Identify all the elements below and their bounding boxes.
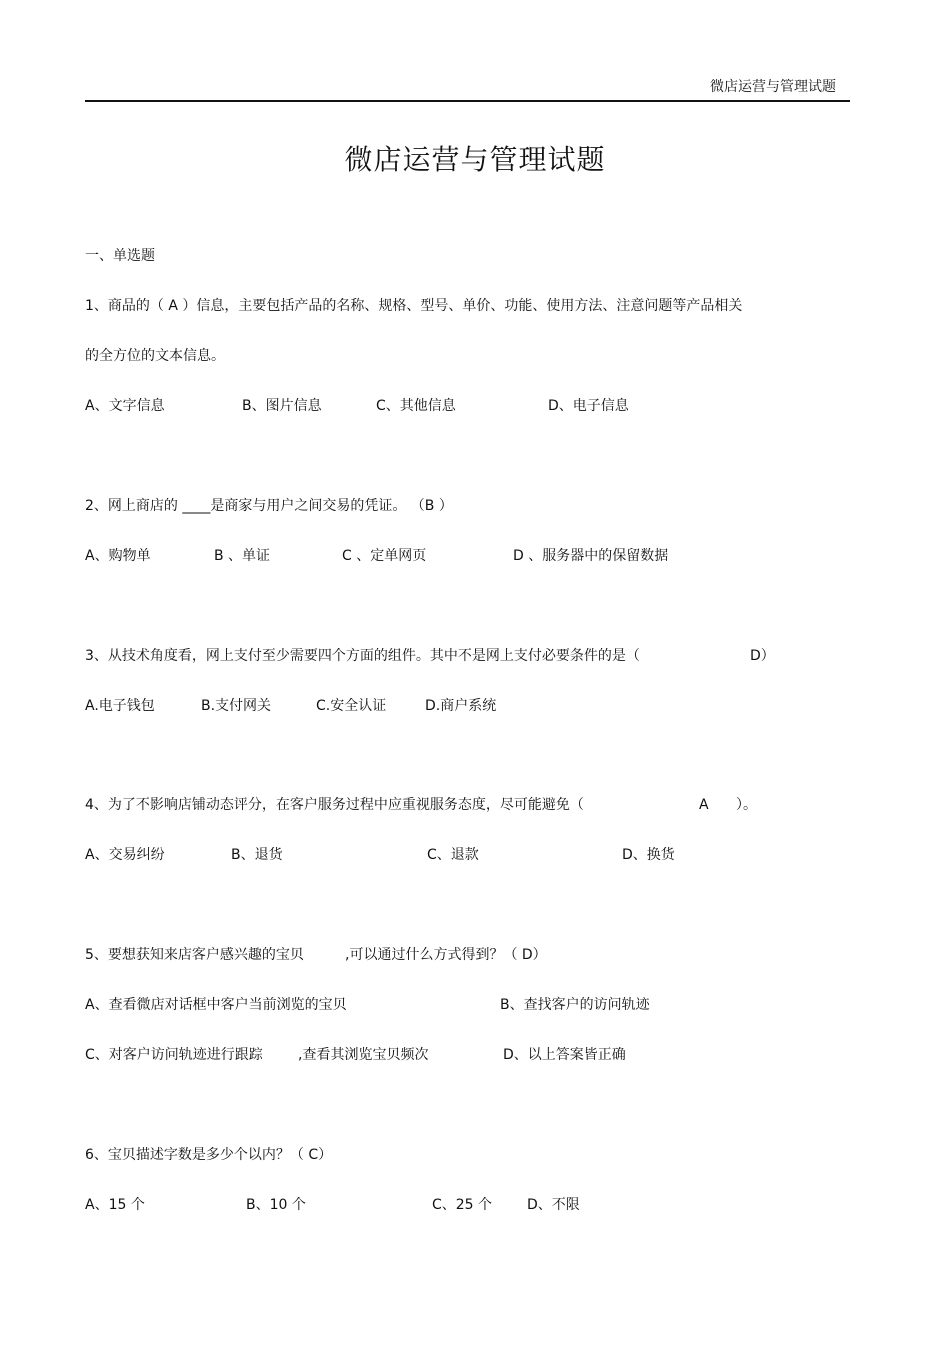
question-3-option-a: A.电子钱包 bbox=[85, 698, 155, 714]
question-1-option-a: A、文字信息 bbox=[85, 398, 165, 414]
question-4-option-a: A、交易纠纷 bbox=[85, 847, 165, 863]
header-divider bbox=[85, 100, 850, 102]
question-6-option-d: D、不限 bbox=[527, 1197, 580, 1213]
question-3-option-b: B.支付网关 bbox=[201, 698, 272, 714]
question-3-answer: D） bbox=[750, 648, 775, 664]
question-4-option-d: D、换货 bbox=[622, 847, 675, 863]
question-1-option-b: B、图片信息 bbox=[242, 398, 322, 414]
question-6-option-c: C、25 个 bbox=[432, 1197, 493, 1213]
question-5-line-1-cont: ,可以通过什么方式得到？（ D） bbox=[345, 947, 547, 963]
question-2-option-a: A、购物单 bbox=[85, 548, 151, 564]
question-5-option-c: C、对客户访问轨迹进行跟踪 bbox=[85, 1047, 263, 1063]
question-4-line-1: 4、为了不影响店铺动态评分，在客户服务过程中应重视服务态度，尽可能避免（ bbox=[85, 797, 584, 813]
question-5-option-a: A、查看微店对话框中客户当前浏览的宝贝 bbox=[85, 997, 347, 1013]
question-4-answer: A bbox=[699, 797, 709, 813]
section-heading: 一、单选题 bbox=[85, 248, 155, 264]
question-5-option-b: B、查找客户的访问轨迹 bbox=[500, 997, 650, 1013]
question-6-option-b: B、10 个 bbox=[246, 1197, 306, 1213]
question-5-option-c-cont: ,查看其浏览宝贝频次 bbox=[298, 1047, 429, 1063]
question-6-option-a: A、15 个 bbox=[85, 1197, 145, 1213]
question-3-option-d: D.商户系统 bbox=[425, 698, 497, 714]
question-5-line-1: 5、要想获知来店客户感兴趣的宝贝 bbox=[85, 947, 304, 963]
question-4-line-end: ）。 bbox=[736, 797, 757, 813]
question-1-line-2: 的全方位的文本信息。 bbox=[85, 348, 225, 364]
running-header: 微店运营与管理试题 bbox=[710, 79, 836, 95]
question-2-option-d: D 、服务器中的保留数据 bbox=[513, 548, 669, 564]
question-6-line-1: 6、宝贝描述字数是多少个以内？（ C） bbox=[85, 1147, 333, 1163]
question-1-line-1: 1、商品的（ A ）信息，主要包括产品的名称、规格、型号、单价、功能、使用方法、注意问题等产品相关 bbox=[85, 298, 743, 314]
question-2-option-b: B 、单证 bbox=[214, 548, 271, 564]
page-title: 微店运营与管理试题 bbox=[344, 143, 606, 176]
question-4-option-c: C、退款 bbox=[427, 847, 479, 863]
question-4-option-b: B、退货 bbox=[231, 847, 283, 863]
question-5-option-d: D、以上答案皆正确 bbox=[503, 1047, 626, 1063]
question-3-line-1: 3、从技术角度看，网上支付至少需要四个方面的组件。其中不是网上支付必要条件的是（ bbox=[85, 648, 640, 664]
question-1-option-c: C、其他信息 bbox=[376, 398, 456, 414]
question-2-line-1: 2、网上商店的 ____是商家与用户之间交易的凭证。 （B ） bbox=[85, 498, 453, 514]
question-1-option-d: D、电子信息 bbox=[548, 398, 629, 414]
question-2-option-c: C 、定单网页 bbox=[342, 548, 427, 564]
question-3-option-c: C.安全认证 bbox=[316, 698, 387, 714]
